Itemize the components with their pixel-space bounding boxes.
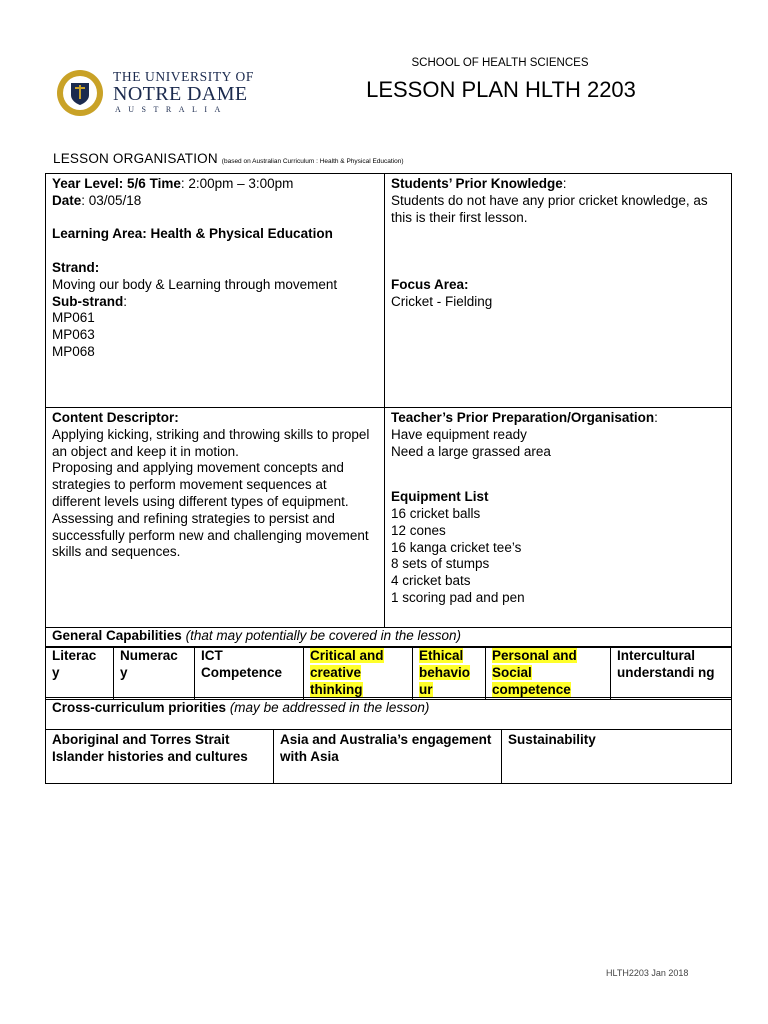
table-row: [46, 174, 732, 408]
substrand-item: MP068: [52, 343, 95, 359]
content-descriptor-item: Applying kicking, striking and throwing skills to propel an object and keep it in motion.: [52, 426, 370, 459]
equipment-list-label: Equipment List: [391, 489, 489, 505]
general-capabilities-note: (that may potentially be covered in the lesson): [185, 628, 461, 643]
time-label: Time: [149, 176, 181, 191]
capability-cell: [46, 647, 114, 700]
cross-curriculum-cell: [502, 730, 732, 784]
substrand-colon: :: [123, 293, 128, 309]
capability-literacy: Literac y: [52, 648, 97, 680]
prior-knowledge-cell: [385, 174, 732, 408]
table-row: [46, 647, 732, 700]
cross-curriculum-cell: [274, 730, 502, 784]
priority-asia: Asia and Australia’s engagement with Asia: [280, 732, 492, 764]
table-row: [46, 408, 732, 628]
capability-cell: [304, 647, 413, 700]
table-row: [46, 698, 732, 730]
time-value: : 2:00pm – 3:00pm: [180, 176, 294, 191]
preparation-label: Teacher’s Prior Preparation/Organisation: [391, 410, 655, 425]
prior-knowledge-text: Students do not have any prior cricket knowledge, as this is their first lesson.: [391, 192, 708, 225]
cross-curriculum-label: Cross-curriculum priorities: [52, 700, 227, 715]
capability-ethical: Ethical behavio ur: [419, 648, 471, 697]
lesson-organisation-label: LESSON ORGANISATION: [53, 151, 218, 166]
cross-curriculum-header: [46, 698, 732, 730]
preparation-item: Have equipment ready: [391, 426, 527, 442]
logo-line-3: AUSTRALIA: [115, 105, 228, 114]
preparation-colon: :: [654, 410, 658, 425]
capability-cell: [486, 647, 611, 700]
substrand-label: Sub-strand: [52, 293, 124, 309]
capability-cell: [413, 647, 486, 700]
content-descriptor-item: Assessing and refining strategies to persist and successfully perform new and challenging movement skills and sequences.: [52, 510, 369, 560]
capability-ict: ICT Competence: [201, 648, 283, 680]
capabilities-table: [45, 646, 732, 700]
capability-cell: [611, 647, 732, 700]
preparation-cell: [385, 408, 732, 628]
content-descriptor-cell: [46, 408, 385, 628]
priority-sustainability: Sustainability: [508, 732, 596, 747]
logo-line-2: NOTRE DAME: [113, 83, 248, 105]
cross-curriculum-cell: [46, 730, 274, 784]
equipment-item: 16 cricket balls: [391, 505, 481, 521]
substrand-item: MP063: [52, 327, 95, 343]
priority-aboriginal: Aboriginal and Torres Strait Islander histories and cultures: [52, 732, 248, 764]
equipment-item: 16 kanga cricket tee’s: [391, 539, 522, 555]
equipment-item: 8 sets of stumps: [391, 556, 490, 572]
general-capabilities-header: [46, 628, 732, 648]
date-label: Date: [52, 192, 82, 208]
capability-numeracy: Numerac y: [120, 648, 178, 680]
equipment-item: 4 cricket bats: [391, 573, 471, 589]
prior-knowledge-colon: :: [562, 176, 567, 191]
lesson-organisation-table: [45, 173, 732, 648]
prior-knowledge-label: Students’ Prior Knowledge: [391, 176, 563, 191]
capability-cell: [195, 647, 304, 700]
content-descriptor-label: Content Descriptor:: [52, 410, 179, 425]
capability-cell: [114, 647, 195, 700]
cross-curriculum-note: (may be addressed in the lesson): [229, 700, 430, 715]
preparation-item: Need a large grassed area: [391, 443, 551, 459]
learning-area: Learning Area: Health & Physical Education: [52, 226, 333, 242]
capability-intercultural: Intercultural understandi ng: [617, 648, 715, 680]
year-level-label: Year Level: 5/6: [52, 176, 146, 191]
table-row: [46, 730, 732, 784]
university-logo: [55, 68, 265, 118]
page-footer: HLTH2203 Jan 2018: [606, 968, 689, 978]
capability-personal-social: Personal and Social competence: [492, 648, 577, 697]
capability-critical-thinking: Critical and creative thinking: [310, 648, 384, 697]
content-descriptor-item: Proposing and applying movement concepts and strategies to perform movement sequences at different levels using different types of equipment.: [52, 460, 349, 509]
school-name: SCHOOL OF HEALTH SCIENCES: [411, 57, 589, 69]
general-capabilities-label: General Capabilities: [52, 628, 182, 643]
cross-curriculum-table: [45, 697, 732, 784]
logo-line-1: THE UNIVERSITY OF: [113, 69, 254, 84]
substrand-item: MP061: [52, 310, 95, 326]
focus-area-value: Cricket - Fielding: [391, 293, 493, 309]
university-crest-icon: [55, 68, 105, 118]
strand-value: Moving our body & Learning through movement: [52, 276, 338, 292]
lesson-organisation-note: (based on Australian Curriculum : Health & Physical Education): [221, 158, 404, 165]
equipment-item: 12 cones: [391, 522, 446, 538]
lesson-details-cell: [46, 174, 385, 408]
strand-label: Strand:: [52, 259, 100, 275]
date-value: : 03/05/18: [81, 192, 142, 208]
lesson-organisation-heading: [53, 151, 404, 166]
table-row: [46, 628, 732, 648]
page-title: LESSON PLAN HLTH 2203: [366, 77, 636, 102]
focus-area-label: Focus Area:: [391, 276, 469, 292]
equipment-item: 1 scoring pad and pen: [391, 589, 525, 605]
